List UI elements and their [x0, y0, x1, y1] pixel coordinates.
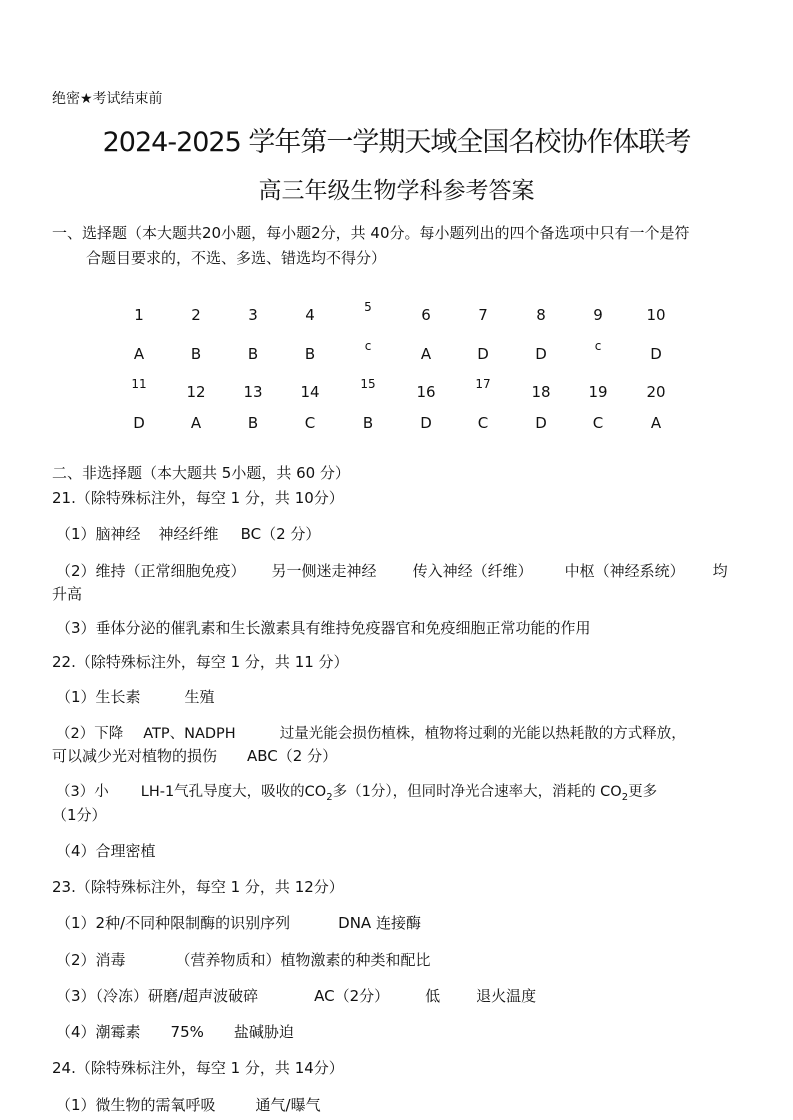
answer-text: （3）小 — [56, 784, 109, 800]
question-number: 16 — [416, 383, 436, 401]
answer-letter: B — [190, 345, 202, 363]
q21-heading: 21.（除特殊标注外，每空 1 分，共 10分） — [52, 489, 344, 507]
answer-text: 盐碱胁迫 — [233, 1023, 294, 1041]
answer-text: （1）2种/不同种限制酶的识别序列 — [56, 914, 291, 932]
answer-letter: A — [133, 345, 145, 363]
answer-text: 生殖 — [184, 688, 215, 706]
answer-text: LH-1气孔导度大，吸收的CO — [140, 784, 327, 800]
answer-letter: D — [650, 345, 662, 363]
answer-letter: A — [650, 414, 662, 432]
section1-intro-cont: 合题目要求的，不选、多选、错选均不得分） — [86, 249, 387, 267]
answer-text: BC（2 分） — [240, 525, 321, 543]
question-number: 3 — [248, 306, 258, 324]
answer-letter: D — [420, 414, 432, 432]
question-number: 4 — [305, 306, 315, 324]
q21-answer-1 — [56, 523, 320, 544]
answer-letter: B — [247, 345, 259, 363]
q22-answer-1 — [56, 686, 215, 707]
answer-text: DNA 连接酶 — [338, 914, 421, 932]
question-number: 13 — [243, 383, 263, 401]
q23-answer-1 — [56, 912, 421, 933]
answer-letter: B — [304, 345, 316, 363]
q22-answer-2-cont — [52, 745, 337, 766]
answer-text: 均 — [712, 562, 728, 580]
answer-letter: B — [362, 414, 374, 432]
answer-text: 神经纤维 — [158, 525, 219, 543]
question-number: 6 — [421, 306, 431, 324]
confidential-label: 绝密★考试结束前 — [52, 91, 163, 107]
answer-text: （2）维持（正常细胞免疫） — [56, 562, 246, 580]
q22-answer-2 — [56, 722, 686, 743]
q22-answer-3-cont: （1分） — [52, 806, 107, 824]
answer-text: 过量光能会损伤植株，植物将过剩的光能以热耗散的方式释放， — [279, 726, 686, 742]
answer-letter: D — [535, 345, 547, 363]
subscript: 2 — [326, 791, 333, 803]
answer-text: 多（1分），但同时净光合速率大，消耗的 CO — [332, 784, 622, 800]
answer-text: 退火温度 — [476, 987, 537, 1005]
answer-text: 更多 — [628, 784, 658, 800]
q22-heading: 22.（除特殊标注外，每空 1 分，共 11 分） — [52, 653, 349, 671]
answer-text: 通气/曝气 — [255, 1096, 321, 1114]
question-number: 17 — [475, 377, 491, 391]
question-number: 8 — [536, 306, 546, 324]
answer-text: （3）（冷冻）研磨/超声波破碎 — [56, 987, 259, 1005]
q23-heading: 23.（除特殊标注外，每空 1 分，共 12分） — [52, 878, 344, 896]
answer-text: ATP、NADPH — [143, 726, 236, 742]
question-number: 10 — [646, 306, 666, 324]
answer-text: 中枢（神经系统） — [564, 562, 685, 580]
answer-text: （1）脑神经 — [56, 525, 141, 543]
question-number: 11 — [131, 377, 147, 391]
answer-letter: C — [592, 414, 604, 432]
question-number: 19 — [588, 383, 608, 401]
answer-letter: B — [247, 414, 259, 432]
answer-text: 可以减少光对植物的损伤 — [52, 747, 218, 765]
q21-answer-2-cont: 升高 — [52, 585, 83, 603]
answer-text: AC（2分） — [314, 987, 390, 1005]
q23-answer-2 — [56, 949, 431, 970]
q22-answer-4: （4）合理密植 — [56, 842, 156, 860]
document-subtitle: 高三年级生物学科参考答案 — [258, 178, 535, 204]
section2-heading: 二、非选择题（本大题共 5小题，共 60 分） — [52, 464, 350, 482]
answer-letter: c — [594, 339, 602, 353]
question-number: 20 — [646, 383, 666, 401]
question-number: 18 — [531, 383, 551, 401]
answer-text: （4）潮霉素 — [56, 1023, 141, 1041]
q23-answer-3 — [56, 985, 536, 1006]
answer-letter: c — [364, 339, 372, 353]
answer-text: （1）生长素 — [56, 688, 141, 706]
answer-text: 另一侧迷走神经 — [271, 562, 377, 580]
answer-letter: A — [190, 414, 202, 432]
question-number: 12 — [186, 383, 206, 401]
q23-answer-4 — [56, 1021, 294, 1042]
section1-intro: 一、选择题（本大题共20小题，每小题2分，共 40分。每小题列出的四个备选项中只有一个是符 — [52, 224, 690, 242]
answer-letter: D — [535, 414, 547, 432]
answer-letter: D — [477, 345, 489, 363]
question-number: 9 — [593, 306, 603, 324]
q24-heading: 24.（除特殊标注外，每空 1 分，共 14分） — [52, 1059, 344, 1077]
q22-answer-3 — [56, 780, 657, 803]
answer-text: 75% — [170, 1023, 204, 1041]
answer-text: ABC（2 分） — [247, 747, 338, 765]
subscript: 2 — [621, 791, 629, 803]
question-number: 14 — [300, 383, 320, 401]
document-title: 2024-2025 学年第一学期天域全国名校协作体联考 — [102, 127, 691, 158]
answer-text: （2）消毒 — [56, 951, 126, 969]
answer-text: （1）微生物的需氧呼吸 — [56, 1096, 216, 1114]
answer-letter: C — [304, 414, 316, 432]
answer-letter: C — [477, 414, 489, 432]
answer-letter: A — [420, 345, 432, 363]
answer-text: （2）下降 — [56, 726, 124, 742]
q21-answer-2 — [56, 560, 728, 581]
answer-letter: D — [133, 414, 145, 432]
q24-answer-1 — [56, 1094, 321, 1115]
question-number: 7 — [478, 306, 488, 324]
question-number: 2 — [191, 306, 201, 324]
answer-text: （营养物质和）植物激素的种类和配比 — [175, 951, 431, 969]
q21-answer-3: （3）垂体分泌的催乳素和生长激素具有维持免疫器官和免疫细胞正常功能的作用 — [56, 619, 591, 637]
answer-text: 低 — [425, 987, 441, 1005]
question-number: 1 — [134, 306, 144, 324]
question-number: 15 — [360, 377, 376, 391]
question-number: 5 — [364, 300, 372, 314]
answer-text: 传入神经（纤维） — [412, 562, 533, 580]
